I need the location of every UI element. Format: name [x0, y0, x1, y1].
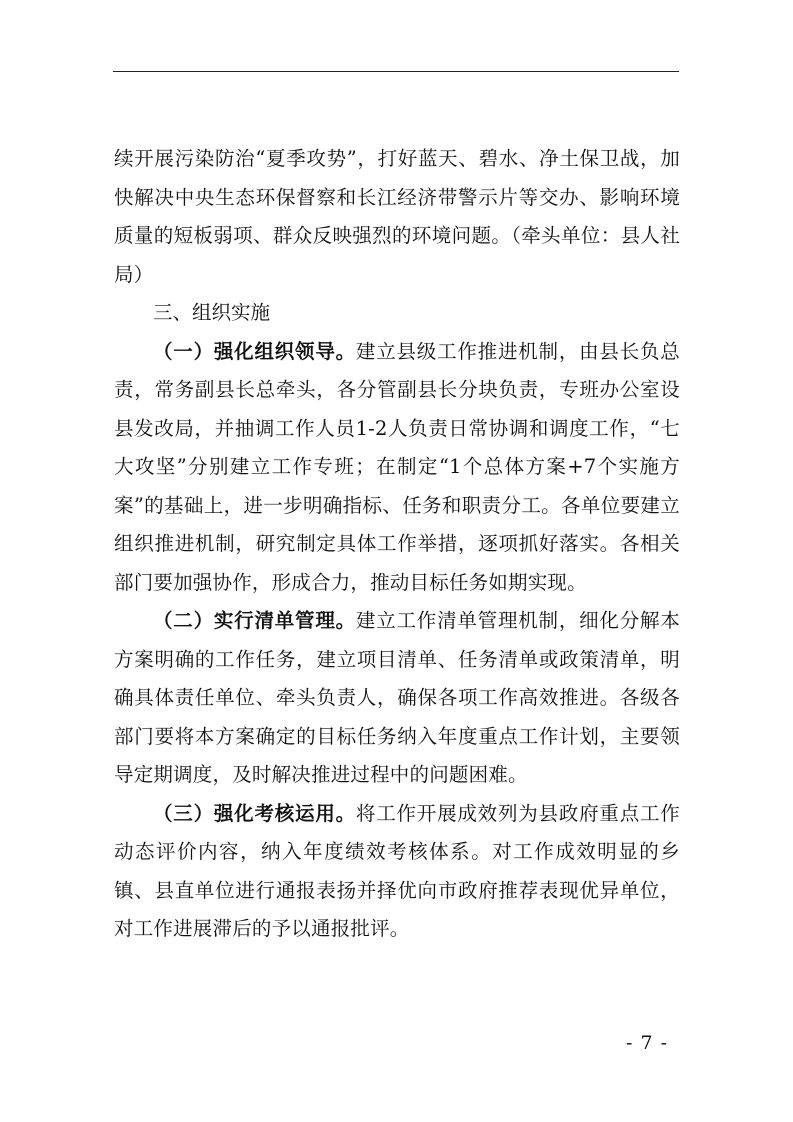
item-paragraph-3 [114, 795, 680, 949]
item-body-1: 建立县级工作推进机制，由县长负总责，常务副县长总牵头，各分管副县长分块负责，专班办公室设县发改局，并抽调工作人员1-2人负责日常协调和调度工作，“七大攻坚”分别建立工作专班；在制定“1个总体方案+7个实施方案”的基础上，进一步明确指标、任务和职责分工。各单位要建立组织推进机制，研究制定具体工作举措，逐项抓好落实。各相关部门要加强协作，形成合力，推动目标任务如期实现。 [114, 339, 680, 594]
page-number: - 7 - [626, 1032, 669, 1054]
item-lead-2: （二）实行清单管理。 [153, 609, 356, 632]
item-paragraph-1 [114, 333, 680, 603]
item-lead-3: （三）强化考核运用。 [153, 801, 356, 825]
item-body-3: 将工作开展成效列为县政府重点工作动态评价内容，纳入年度绩效考核体系。对工作成效明显的乡镇、县直单位进行通报表扬并择优向市政府推荐表现优异单位，对工作进展滞后的予以通报批评。 [114, 801, 680, 940]
document-body [114, 140, 680, 949]
header-rule [113, 71, 679, 72]
continued-paragraph: 续开展污染防治“夏季攻势”，打好蓝天、碧水、净土保卫战，加快解决中央生态环保督察和长江经济带警示片等交办、影响环境质量的短板弱项、群众反映强烈的环境问题。（牵头单位：县人社局） [114, 147, 680, 286]
item-paragraph-2 [114, 602, 680, 795]
section-heading: 三、组织实施 [153, 301, 271, 324]
item-lead-1: （一）强化组织领导。 [153, 339, 356, 363]
item-body-2: 建立工作清单管理机制，细化分解本方案明确的工作任务，建立项目清单、任务清单或政策清单，明确具体责任单位、牵头负责人，确保各项工作高效推进。各级各部门要将本方案确定的目标任务纳入年度重点工作计划，主要领导定期调度，及时解决推进过程中的问题困难。 [114, 609, 680, 786]
